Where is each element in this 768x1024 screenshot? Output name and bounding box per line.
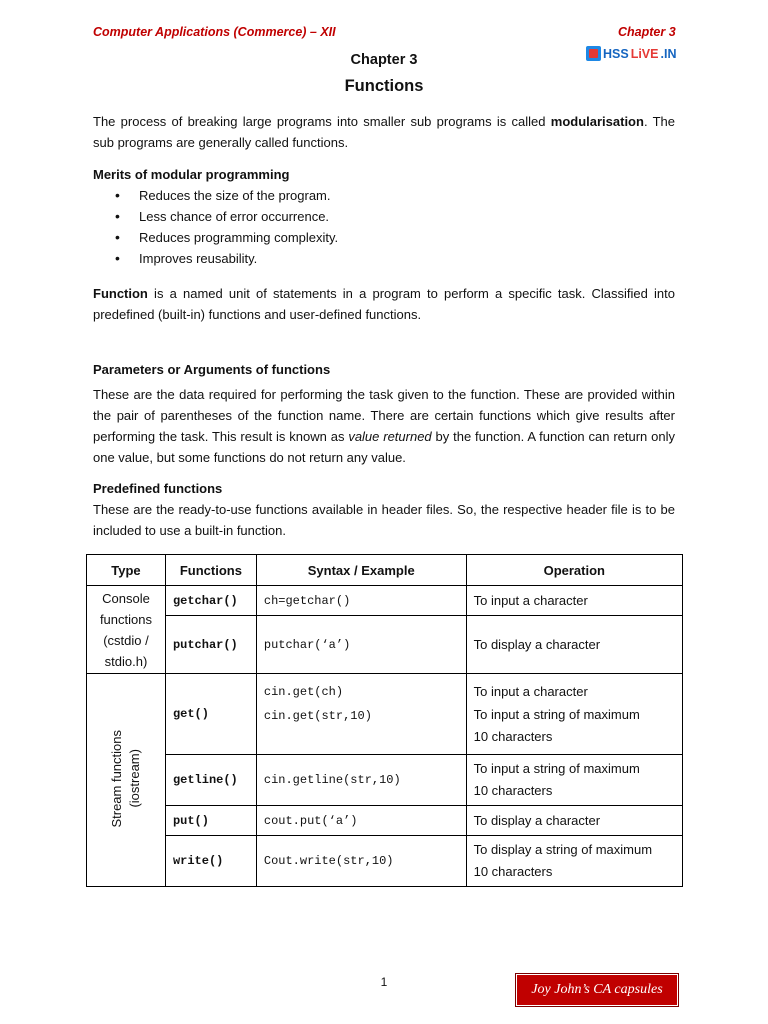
list-item: • Reduces programming complexity. — [93, 227, 338, 248]
operation: To display a string of maximum 10 characters — [466, 836, 682, 887]
syntax-example: ch=getchar() — [256, 586, 466, 616]
table-row — [87, 836, 683, 887]
operation: To display a character — [466, 806, 682, 836]
header-chapter: Chapter 3 — [618, 25, 676, 39]
intro-paragraph: The process of breaking large programs into smaller sub programs is called modularisation. The sub programs are generally called functions. — [93, 114, 676, 150]
console-type-cell: Console functions (cstdio / stdio.h) — [87, 586, 166, 674]
function-name: getchar() — [165, 586, 256, 616]
operation: To input a character To input a string of maximum 10 characters — [466, 674, 682, 755]
table-row — [87, 586, 683, 616]
header-course-title: Computer Applications (Commerce) – XII — [93, 25, 336, 39]
page-number: 1 — [380, 975, 388, 989]
chapter-title: Chapter 3 — [350, 52, 418, 68]
list-item: • Less chance of error occurrence. — [93, 206, 338, 227]
stream-type-cell: Stream functions (iostream) — [87, 674, 166, 887]
function-definition: Function is a named unit of statements in a program to perform a specific task. Classified into predefined (built-in) functions and user-defined functions. — [93, 286, 675, 322]
merits-heading: Merits of modular programming — [93, 167, 290, 182]
list-item: • Reduces the size of the program. — [93, 185, 338, 206]
page-title: Functions — [344, 77, 424, 95]
syntax-example: putchar(‘a’) — [256, 616, 466, 674]
predefined-paragraph: These are the ready-to-use functions available in header files. So, the respective header file is to be included to use a built-in function. — [93, 502, 675, 538]
syntax-example: Cout.write(str,10) — [256, 836, 466, 887]
merits-list — [93, 185, 338, 269]
column-header: Operation — [466, 555, 682, 586]
functions-table — [86, 554, 683, 887]
function-name: put() — [165, 806, 256, 836]
syntax-example: cin.getline(str,10) — [256, 755, 466, 806]
operation: To input a string of maximum 10 characters — [466, 755, 682, 806]
list-item: • Improves reusability. — [93, 248, 338, 269]
table-row — [87, 616, 683, 674]
table-row — [87, 755, 683, 806]
column-header: Syntax / Example — [256, 555, 466, 586]
hsslive-logo: HSS LiVE .IN — [586, 46, 676, 61]
function-name: putchar() — [165, 616, 256, 674]
predefined-heading: Predefined functions — [93, 481, 223, 496]
operation: To input a character — [466, 586, 682, 616]
params-heading: Parameters or Arguments of functions — [93, 362, 331, 377]
column-header: Functions — [165, 555, 256, 586]
footer-brand: Joy John’s CA capsules — [517, 975, 677, 1005]
operation: To display a character — [466, 616, 682, 674]
function-name: write() — [165, 836, 256, 887]
function-name: get() — [165, 674, 256, 755]
params-paragraph: These are the data required for performing the task given to the function. These are provided within the pair of parentheses of the function name. There are certain functions which give results after performing the task. This result is known as value returned by the function. A function can return only one value, but some functions do not return any value. — [93, 387, 675, 465]
table-row — [87, 674, 683, 755]
function-name: getline() — [165, 755, 256, 806]
syntax-example: cin.get(ch) cin.get(str,10) — [256, 674, 466, 755]
table-row — [87, 806, 683, 836]
syntax-example: cout.put(‘a’) — [256, 806, 466, 836]
table-header-row — [87, 555, 683, 586]
column-header: Type — [87, 555, 166, 586]
